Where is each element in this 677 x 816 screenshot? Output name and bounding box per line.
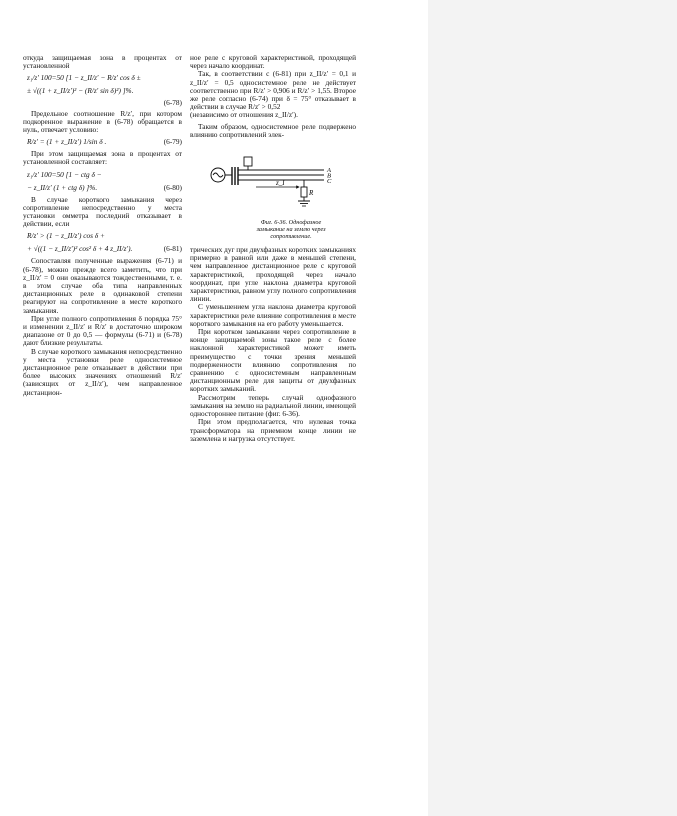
right-column <box>190 54 356 443</box>
phase-a-label: A <box>327 167 331 175</box>
equation-number: (6-81) <box>163 244 182 254</box>
equation-number: (6-80) <box>163 182 182 192</box>
phase-c-label: C <box>327 178 332 186</box>
paragraph: Сопоставляя полученные выражения (6-71) и (6-78), можно прежде всего заметить, что при z_II/z′ = 0 они оказываются тождественными, т. е. в этом случае оба типа направленных дистанционных реле в одинаковой степени реагируют на сопротивление в месте короткого замыкания. <box>23 256 182 315</box>
paragraph: откуда защищаемая зона в процентах от установленной <box>23 53 182 71</box>
paragraph: При этом предполагается, что нулевая точка трансформатора на приемном конце линии не заземлена и нагрузка отсутствует. <box>190 417 356 443</box>
equation-6-81-line2: + √((1 − z_II/z′)² cos² δ + 4 z_II/z′). (6-81) <box>27 244 182 254</box>
r-label: R <box>309 189 314 198</box>
paragraph: Так, в соответствии с (6-81) при z_II/z′ = 0,1 и z_II/z′ = 0,5 односистемное реле не действует соответственно при R/z′ > 0,906 и R/z′ > 1,55. Второе же реле согласно (6-74) при δ = 75° отказывает в действии в случае R/z′ > 0,52 <box>190 69 356 112</box>
paragraph: Предельное соотношение R/z′, при котором подкоренное выражение в (6-78) обращается в нуль, отвечает условию: <box>23 108 182 135</box>
paragraph: В случае короткого замыкания через сопротивление непосредственно у места установки омметра последний отказывает в действии, если <box>23 194 182 229</box>
equation-6-81-line1: R/z′ > (1 − z_II/z′) cos δ + <box>27 231 105 241</box>
relay-box <box>244 157 252 166</box>
figure-6-36 <box>204 145 349 215</box>
equation-6-80-line1: z₁/z′ 100=50 [1 − ctg δ − <box>27 169 102 179</box>
paragraph: При этом защищаемая зона в процентах от установленной составляет: <box>23 149 182 167</box>
paragraph: трических дуг при двухфазных коротких замыканиях примерно в равной или даже в меньшей степени, чем направленное дистанционное реле с круговой характеристикой, проходящей через начало координат, при угле наклона диаметра круговой характеристики, равном углу полного сопротивления линии. <box>190 245 356 304</box>
paragraph: С уменьшением угла наклона диаметра круговой характеристики реле влияние сопротивления в месте короткого замыкания на его работу уменьшается. <box>190 302 356 328</box>
paragraph: ное реле с круговой характеристикой, проходящей через начало координат. <box>190 53 356 71</box>
zi-label: z_I <box>276 179 285 188</box>
book-page <box>0 0 405 600</box>
equation-number: (6-79) <box>163 137 182 147</box>
equation-6-78-line1: z₁/z′ 100=50 [1 − z_II/z′ − R/z′ cos δ ± <box>27 73 141 83</box>
figure-caption: Фиг. 6-36. Однофазное замыкание на землю через сопротивление. <box>256 219 326 241</box>
equation-6-78-line2: ± √((1 + z_II/z′)² − (R/z′ sin δ)²) ]%. <box>27 86 134 96</box>
right-sidebar-panel <box>428 0 677 816</box>
paragraph: В случае короткого замыкания непосредственно у места установки реле односистемное дистанционное реле отказывает в действии при более высоких значениях отношений R/z′ (зависящих от z_II/z′), чем направленное дистанцион- <box>23 346 182 397</box>
equation-6-80-line2: − z_II/z′ (1 + ctg δ) ]%. (6-80) <box>27 182 182 192</box>
fault-resistor <box>301 187 307 197</box>
paragraph: Таким образом, односистемное реле подвержено влиянию сопротивлений элек- <box>190 121 356 139</box>
left-column <box>23 54 182 397</box>
paragraph: При угле полного сопротивления δ порядка 75° и изменении z_II/z′ и R/z′ в достаточно широком диапазоне от 0 до 0,5 — формулы (6-71) и (6-78) дают близкие результаты. <box>23 313 182 348</box>
equation-number: (6-78) <box>163 98 182 108</box>
equation-6-79: R/z′ = (1 + z_II/z′) 1/sin δ . (6-79) <box>27 137 182 147</box>
paragraph: Рассмотрим теперь случай однофазного замыкания на землю на радиальной линии, имеющей одностороннее питание (фиг. 6-36). <box>190 392 356 419</box>
circuit-diagram <box>204 145 349 215</box>
paragraph: При коротком замыкании через сопротивление в конце защищаемой зоны такое реле с более наклонной характеристикой может иметь преимущество с точки зрения меньшей подверженности влиянию сопротивления по сравнению с односистемным направленным дистанционным реле для защиты от двухфазных коротких замыканий. <box>190 327 356 394</box>
phase-b-label: B <box>327 172 331 180</box>
paragraph: (независимо от отношения z_II/z′). <box>190 110 298 120</box>
sine-wave <box>213 173 223 177</box>
